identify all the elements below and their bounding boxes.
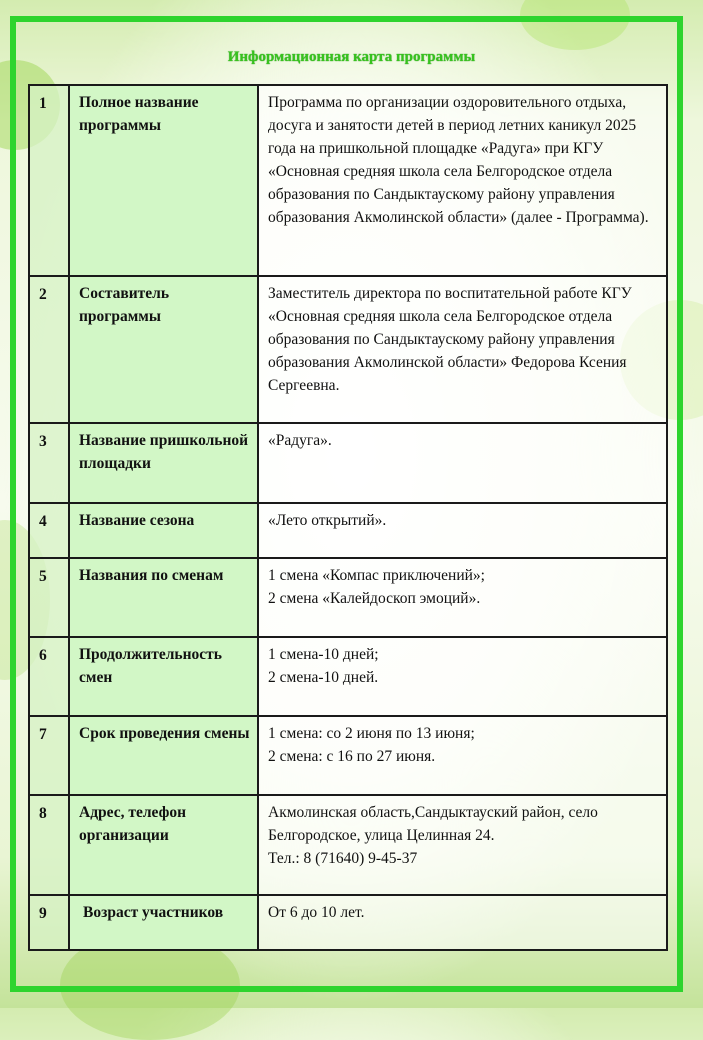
row-value [258, 795, 667, 895]
row-value [258, 716, 667, 795]
value-line: 2 смена «Калейдоскоп эмоций». [268, 590, 481, 607]
row-value [258, 558, 667, 637]
row-number: 1 [29, 85, 69, 276]
row-number: 3 [29, 423, 69, 503]
row-parameter: Названия по сменам [69, 558, 258, 637]
table-row [29, 276, 667, 423]
row-parameter: Адрес, телефон организации [69, 795, 258, 895]
row-number: 6 [29, 637, 69, 716]
row-number: 9 [29, 895, 69, 950]
value-line: 1 смена: со 2 июня по 13 июня; [268, 725, 475, 742]
value-line: 2 смена-10 дней. [268, 669, 379, 686]
row-number: 5 [29, 558, 69, 637]
table-row [29, 716, 667, 795]
info-table [28, 84, 668, 951]
row-number: 2 [29, 276, 69, 423]
row-value: Программа по организации оздоровительного отдыха, досуга и занятости детей в период летних каникул 2025 года на пришкольной площадке «Радуга» при КГУ «Основная средняя школа села Белгородское отдела образования по Сандыктаускому району управления образования Акмолинской области» (далее - Программа). [258, 85, 667, 276]
row-number: 7 [29, 716, 69, 795]
value-line: 1 смена-10 дней; [268, 646, 379, 663]
table-row [29, 795, 667, 895]
row-value: «Радуга». [258, 423, 667, 503]
row-parameter: Продолжительность смен [69, 637, 258, 716]
table-row [29, 895, 667, 950]
row-parameter: Название пришкольной площадки [69, 423, 258, 503]
table-row [29, 85, 667, 276]
row-number: 4 [29, 503, 69, 558]
table-row [29, 503, 667, 558]
value-line: Акмолинская область,Сандыктауский район, село Белгородское, улица Целинная 24. [268, 804, 598, 844]
row-parameter: Полное название программы [69, 85, 258, 276]
row-value: «Лето открытий». [258, 503, 667, 558]
table-row [29, 423, 667, 503]
value-line: Тел.: 8 (71640) 9-45-37 [268, 850, 418, 867]
row-value: Заместитель директора по воспитательной работе КГУ «Основная средняя школа села Белгородское отдела образования по Сандыктаускому району управления образования Акмолинской области» Федорова Ксения Сергеевна. [258, 276, 667, 423]
row-parameter: Название сезона [69, 503, 258, 558]
row-number: 8 [29, 795, 69, 895]
row-parameter: Возраст участников [69, 895, 258, 950]
row-value: От 6 до 10 лет. [258, 895, 667, 950]
row-value [258, 637, 667, 716]
value-line: 1 смена «Компас приключений»; [268, 567, 485, 584]
page-title: Информационная карта программы [227, 49, 476, 65]
table-row [29, 558, 667, 637]
row-parameter: Срок проведения смены [69, 716, 258, 795]
table-row [29, 637, 667, 716]
row-parameter: Составитель программы [69, 276, 258, 423]
value-line: 2 смена: с 16 по 27 июня. [268, 748, 436, 765]
